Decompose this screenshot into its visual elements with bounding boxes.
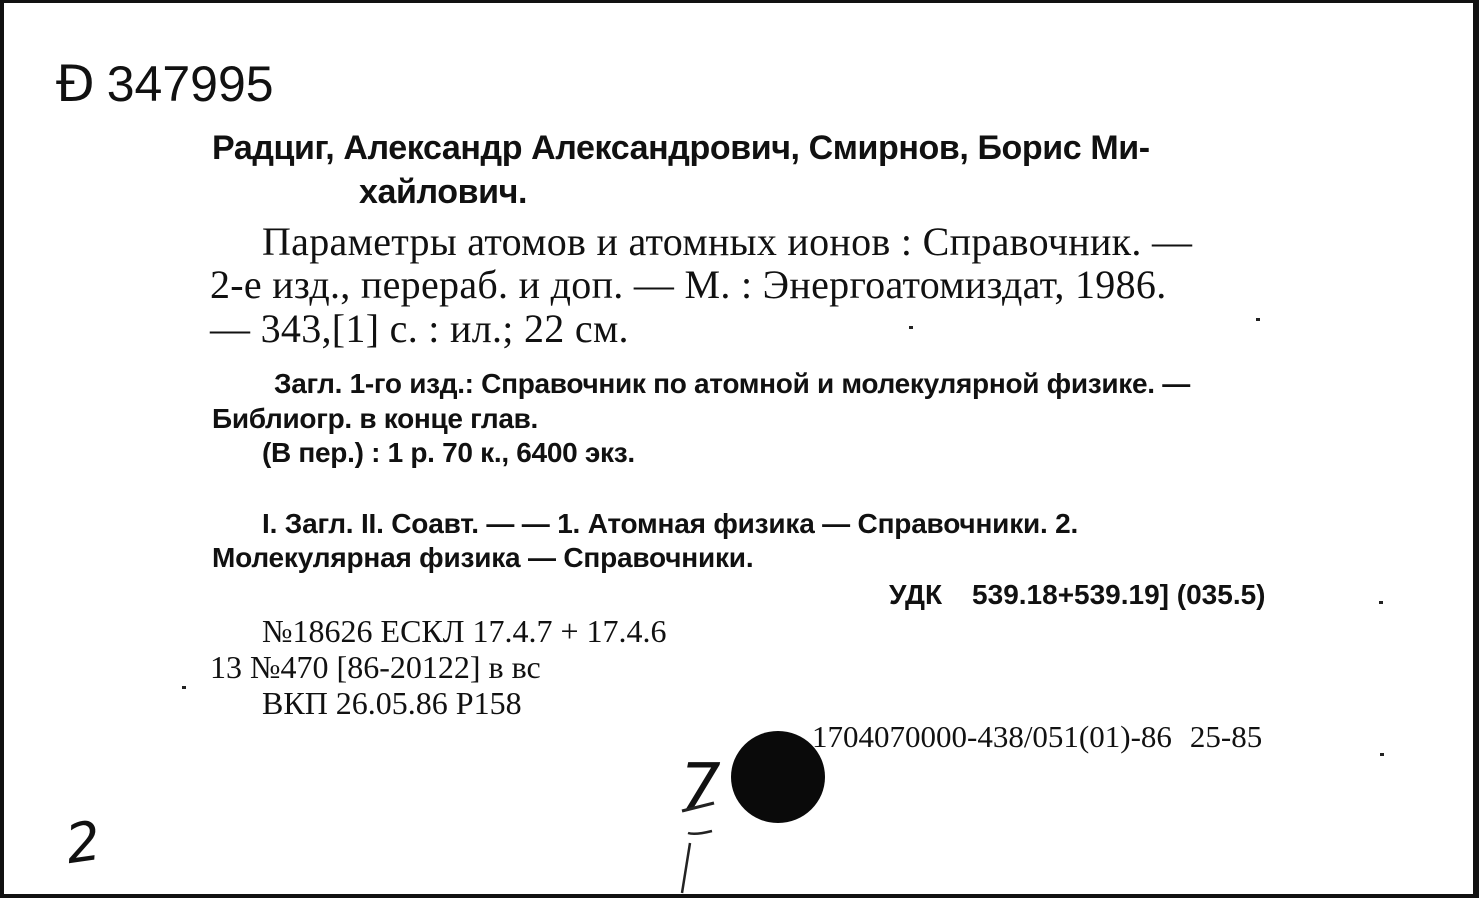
- note-line1: Загл. 1-го изд.: Справочник по атомной и молекулярной физике. —: [274, 368, 1190, 399]
- note-line2: Библиогр. в конце глав.: [212, 403, 538, 434]
- pen-stroke-icon: [664, 793, 724, 898]
- code-number: 25-85: [1189, 719, 1263, 754]
- shelfmark: [56, 55, 274, 113]
- scan-speck: [1379, 601, 1383, 604]
- scan-speck: [182, 686, 186, 689]
- authors-heading-line1: Радциг, Александр Александрович, Смирнов, Борис Ми-: [212, 129, 1150, 167]
- title-line3: — 343,[1] с. : ил.; 22 см.: [210, 306, 629, 351]
- processing-line1: №18626 ЕСКЛ 17.4.7 + 17.4.6: [262, 613, 667, 649]
- title-line1: Параметры атомов и атомных ионов : Справочник. —: [262, 219, 1193, 264]
- udk-value: 539.18+539.19] (035.5): [972, 579, 1266, 610]
- processing-line3: ВКП 26.05.86 Р158: [262, 685, 522, 721]
- handwritten-mark-center: 7: [680, 751, 721, 825]
- shelfmark-number: 347995: [106, 56, 274, 112]
- tracings-line2: Молекулярная физика — Справочники.: [212, 542, 754, 573]
- title-line2: 2-е изд., перераб. и доп. — М. : Энергоатомиздат, 1986.: [210, 262, 1167, 307]
- punch-hole: [731, 731, 825, 823]
- scan-speck: [909, 326, 913, 329]
- udk-line: [889, 579, 1266, 611]
- tracings-line1: I. Загл. II. Соавт. — — 1. Атомная физика — Справочники. 2.: [262, 508, 1079, 539]
- handwritten-mark-left: 2: [61, 808, 105, 877]
- code-line: [812, 719, 1262, 755]
- scan-speck: [1256, 318, 1260, 321]
- processing-line2: 13 №470 [86-20122] в вс: [210, 649, 541, 685]
- shelfmark-prefix: Ð: [56, 55, 95, 113]
- publisher-code: 1704070000-438/051(01)-86: [812, 719, 1172, 754]
- authors-heading-line2: хайлович.: [359, 173, 528, 211]
- udk-label: УДК: [889, 579, 943, 610]
- note-line3: (В пер.) : 1 р. 70 к., 6400 экз.: [262, 437, 635, 468]
- scan-speck: [1380, 753, 1384, 756]
